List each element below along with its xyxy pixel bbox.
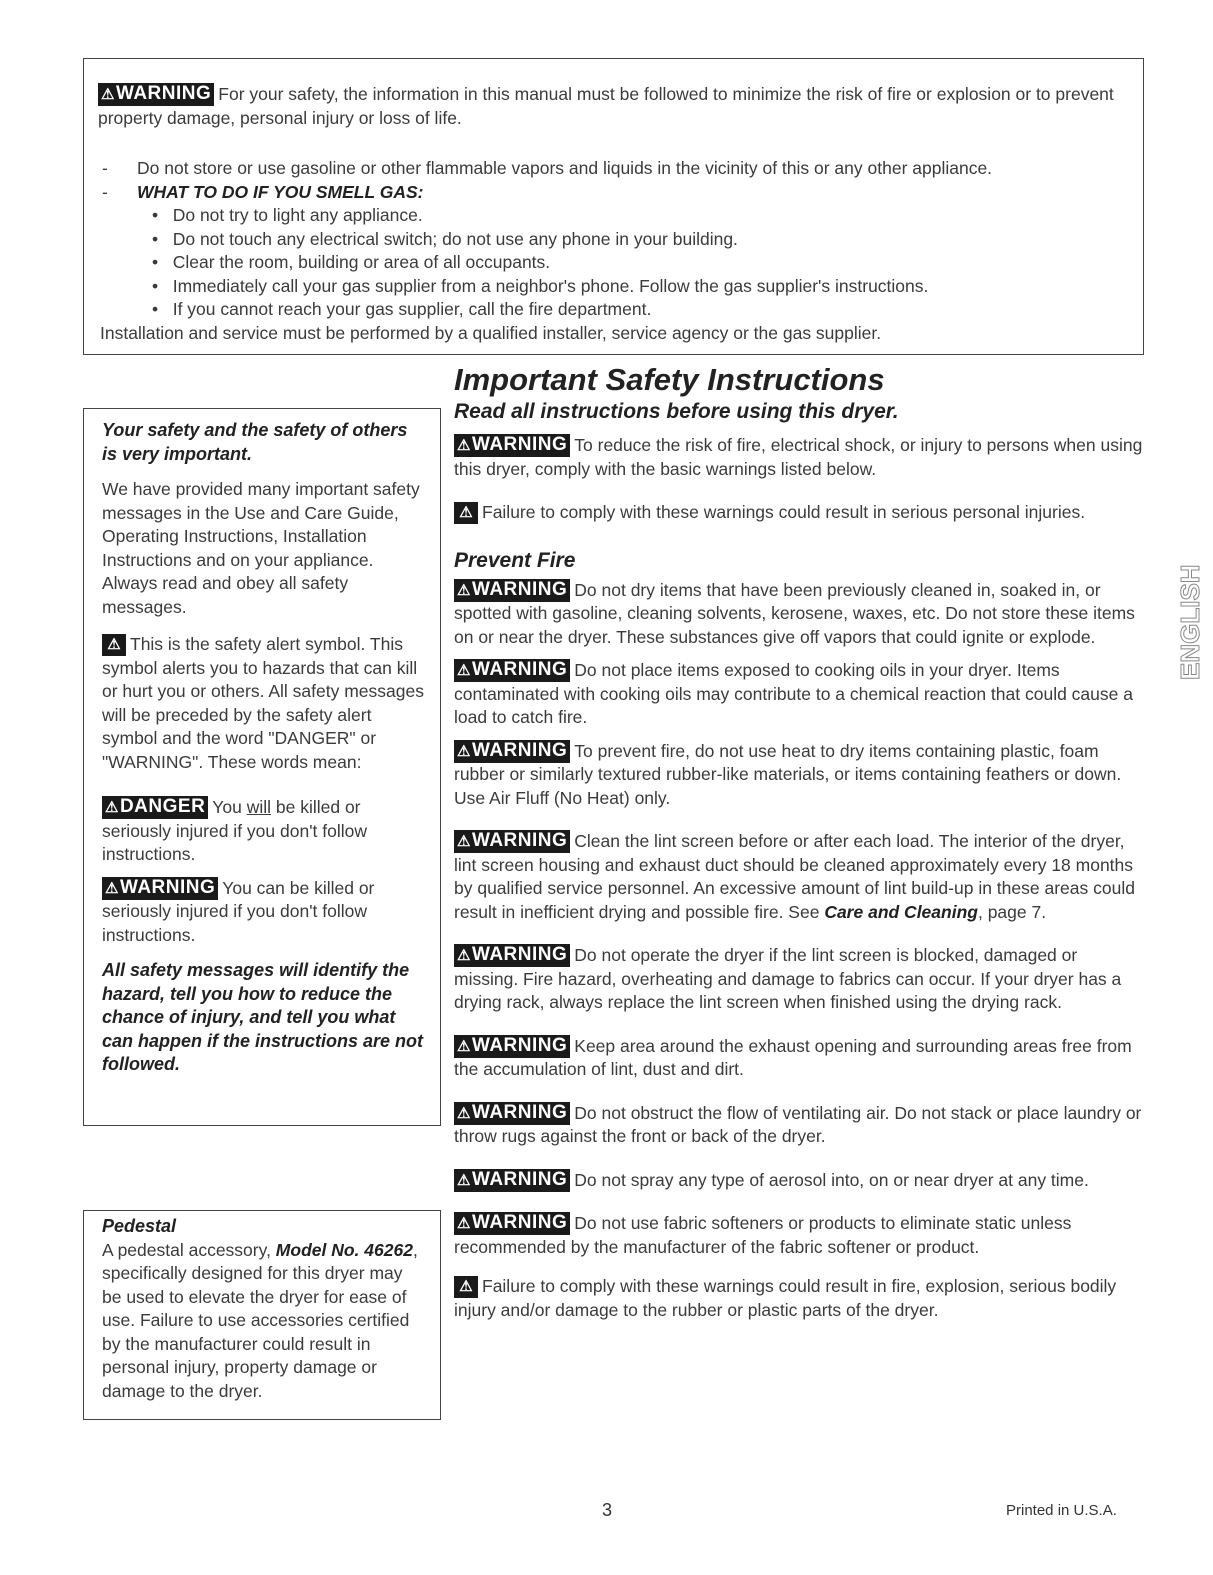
pedestal-box — [83, 1210, 441, 1420]
caution-item: ⚠ Failure to comply with these warnings could result in serious personal injuries. — [454, 501, 1144, 525]
gas-bullet: • Do not touch any electrical switch; do not use any phone in your building. — [152, 228, 738, 249]
prevent-fire-heading: Prevent Fire — [454, 548, 576, 572]
warning-badge: ⚠WARNING — [454, 659, 570, 682]
alert-triangle-icon: ⚠ — [102, 634, 126, 656]
warning-badge: ⚠WARNING — [454, 740, 570, 763]
alert-triangle-icon: ⚠ — [454, 502, 478, 524]
warning-badge: ⚠WARNING — [98, 83, 214, 106]
warning-badge: ⚠WARNING — [454, 1102, 570, 1125]
danger-badge: ⚠DANGER — [102, 796, 208, 819]
gas-bullet: • Do not try to light any appliance. — [152, 205, 423, 225]
warning-item: ⚠WARNING Keep area around the exhaust opening and surrounding areas free from the accumulation of lint, dust and dirt. — [454, 1034, 1132, 1079]
warning-badge: ⚠WARNING — [454, 434, 570, 457]
warning-item: ⚠WARNING Do not dry items that have been previously cleaned in, soaked in, or spotted with gasoline, cleaning solvents, kerosene, waxes, etc. Do not store these items on or near the dryer. These substances give off vapors that could ignite or explode. — [454, 578, 1135, 647]
instructions-column — [454, 398, 1144, 1322]
warning-item: ⚠WARNING Do not spray any type of aerosol into, on or near dryer at any time. — [454, 1169, 1144, 1193]
warning-item: ⚠WARNING To reduce the risk of fire, electrical shock, or injury to persons when using this dryer, comply with the basic warnings listed below. — [454, 434, 1143, 479]
warning-badge: ⚠WARNING — [454, 830, 570, 853]
language-side-tab — [1177, 530, 1207, 690]
safety-closing: All safety messages will identify the hazard, tell you how to reduce the chance of injury, and tell you what can happen if the instructions are not followed. — [102, 960, 424, 1074]
gas-bullet: • If you cannot reach your gas supplier, call the fire department. — [152, 299, 652, 319]
warning-item: ⚠WARNING Do not use fabric softeners or products to eliminate static unless recommended by the manufacturer of the fabric softener or product. — [454, 1212, 1072, 1257]
warning-badge: ⚠WARNING — [454, 1212, 570, 1235]
warning-badge: ⚠WARNING — [454, 944, 570, 967]
page-title: Important Safety Instructions — [454, 362, 885, 397]
warning-item: ⚠WARNING To prevent fire, do not use heat to dry items containing plastic, foam rubber or similarly textured rubber-like materials, or items containing feathers or down. Use Air Fluff (No Heat) only. — [454, 739, 1122, 808]
top-warning-box — [83, 58, 1144, 355]
read-all-subtitle: Read all instructions before using this dryer. — [454, 400, 899, 423]
warning-item: ⚠WARNING Do not operate the dryer if the lint screen is blocked, damaged or missing. Fire hazard, overheating and damage to fabrics can occur. If your dryer has a drying rack, always replace the lint screen when finished using the drying rack. — [454, 944, 1122, 1012]
page-number: 3 — [602, 1500, 613, 1520]
alert-triangle-icon: ⚠ — [454, 1276, 478, 1298]
caution-item: ⚠ Failure to comply with these warnings could result in fire, explosion, serious bodily injury and/or damage to the rubber or plastic parts of the dryer. — [454, 1276, 1117, 1320]
warning-badge: ⚠WARNING — [454, 1169, 570, 1192]
gas-bullet: • Immediately call your gas supplier from a neighbor's phone. Follow the gas supplier's instructions. — [152, 275, 929, 296]
pedestal-paragraph: A pedestal accessory, Model No. 46262, specifically designed for this dryer may be used to elevate the dryer for ease of use. Failure to use accessories certified by the manufacturer could result in personal injury, property damage or damage to the dryer. — [102, 1239, 418, 1401]
side-tab-label: ENGLISH — [1177, 564, 1205, 680]
warning-badge: ⚠WARNING — [102, 877, 218, 900]
safety-heading: Your safety and the safety of others is very important. — [102, 420, 408, 464]
warning-badge: ⚠WARNING — [454, 1035, 570, 1058]
warning-item: ⚠WARNING Do not place items exposed to cooking oils in your dryer. Items contaminated with cooking oils may contribute to a chemical reaction that could cause a load to catch fire. — [454, 659, 1133, 727]
warning-badge: ⚠WARNING — [454, 579, 570, 602]
danger-paragraph: ⚠DANGER You will be killed or seriously injured if you don't follow instructions. — [102, 796, 368, 864]
printed-in: Printed in U.S.A. — [1006, 1502, 1117, 1519]
warning-paragraph: ⚠WARNING You can be killed or seriously injured if you don't follow instructions. — [102, 876, 375, 945]
side-tab-graphic — [1177, 530, 1207, 690]
warning-item: ⚠WARNING Clean the lint screen before or after each load. The interior of the dryer, lint screen housing and exhaust duct should be cleaned approximately every 18 months by qualified service personnel. An excessive amount of lint build-up in these areas could result in inefficient drying and possible fire. See Care and Cleaning, page 7. — [454, 830, 1135, 922]
warning-item: ⚠WARNING Do not obstruct the flow of ventilating air. Do not stack or place laundry or throw rugs against the front or back of the dryer. — [454, 1101, 1142, 1146]
top-intro: ⚠WARNING For your safety, the information in this manual must be followed to minimize the risk of fire or explosion or to prevent property damage, personal injury or loss of life. — [98, 83, 1114, 128]
safety-paragraph: We have provided many important safety messages in the Use and Care Guide, Operating Instructions, Installation Instructions and on your appliance. Always read and obey all safety messages. — [102, 479, 420, 617]
alert-symbol-paragraph: ⚠ This is the safety alert symbol. This symbol alerts you to hazards that can kill or hurt you or others. All safety messages will be preceded by the safety alert symbol and the word "DANGER" or "WARNING". These words mean: — [102, 634, 424, 772]
pedestal-heading: Pedestal — [102, 1216, 177, 1236]
top-item-2: - WHAT TO DO IF YOU SMELL GAS: — [102, 181, 424, 202]
safety-info-box — [83, 408, 441, 1126]
top-footer: Installation and service must be performed by a qualified installer, service agency or the gas supplier. — [100, 322, 882, 343]
top-item-1: - Do not store or use gasoline or other flammable vapors and liquids in the vicinity of this or any other appliance. — [102, 158, 993, 178]
gas-bullet: • Clear the room, building or area of all occupants. — [152, 252, 551, 272]
